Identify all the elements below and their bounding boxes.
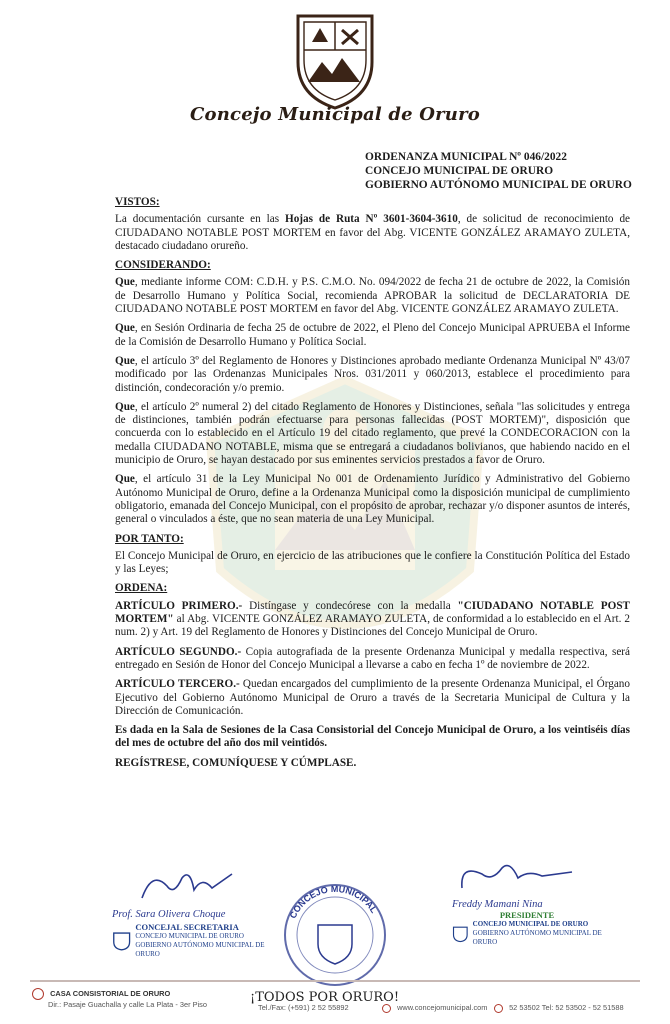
route-sheet-ref: Hojas de Ruta Nº 3601-3604-3610 xyxy=(285,213,458,226)
president-name: Freddy Mamani Nina xyxy=(452,899,543,910)
article-first xyxy=(115,600,630,640)
footer-phones xyxy=(494,1003,624,1013)
official-seal xyxy=(270,880,400,990)
medal-name: "CIUDADANO NOTABLE POST MORTEM" xyxy=(115,599,630,626)
footer-address xyxy=(32,988,207,1009)
stamp-title: CONCEJAL SECRETARIA xyxy=(135,922,239,932)
que-label: Que xyxy=(115,322,135,335)
article-second xyxy=(115,646,630,673)
stamp-gov: GOBIERNO AUTÓNOMO MUNICIPAL DE ORURO xyxy=(472,929,602,946)
phone-icon xyxy=(494,1004,503,1013)
phone-text: Tel./Fax: (+591) 2 52 55892 xyxy=(258,1003,349,1012)
que-label: Que xyxy=(115,276,135,289)
text: , el artículo 2º numeral 2) del citado Reglamento de Honores y Distinciones, señala "las solicitudes y entrega de distinciones, también podrán efectuarse para personas fallecidas (POST MORTEM)", disposición que concuerda con lo establecido en el Artículo 19 del citado reglamento, que prevé la CONDECORACION con la medalla CIUDADANO NOTABLE, misma que se entregará a ciudadanos bolivianos, que habiendo nacido en el municipio de Oruro, se hayan destacado por sus eminentes servicios prestados a favor de Oruro. xyxy=(115,400,630,467)
stamp-gov: GOBIERNO AUTÓNOMO MUNICIPAL DE ORURO xyxy=(135,941,265,958)
slogan: ¡TODOS POR ORURO! xyxy=(250,990,400,1005)
text: al Abg. VICENTE GONZÁLEZ ARAMAYO ZULETA, de conformidad a lo establecido en el Art. 2 num. 2) y Art. 19 del Reglamento de Honores y Distinciones del Concejo Municipal de Oruro. xyxy=(115,613,630,639)
text: Es dada en la Sala de Sesiones de la Casa Consistorial del Concejo Municipal de Oruro, a los veintiséis días del mes de octubre del año dos mil veintidós. xyxy=(115,724,630,750)
considerando-paragraph-5 xyxy=(115,473,630,526)
text: Distíngase y condecórese con la medalla xyxy=(242,599,458,612)
phones-text: 52 53502 Tel: 52 53502 - 52 51588 xyxy=(509,1003,624,1012)
text: La documentación cursante en las xyxy=(115,213,285,226)
article-label: ARTÍCULO TERCERO.- xyxy=(115,678,240,691)
text: , en Sesión Ordinaria de fecha 25 de octubre de 2022, el Pleno del Concejo Municipal APRUEBA el Informe de la Comisión de Desarrollo Humano y Política Social. xyxy=(115,322,630,348)
vistos-paragraph xyxy=(115,213,630,253)
text: REGÍSTRESE, COMUNÍQUESE Y CÚMPLASE. xyxy=(115,756,357,769)
que-label: Que xyxy=(115,354,135,367)
que-label: Que xyxy=(115,400,135,413)
document-body xyxy=(115,194,630,776)
considerando-paragraph-1 xyxy=(115,276,630,316)
text: , el artículo 31 de la Ley Municipal No 001 de Ordenamiento Jurídico y Administrativo del Gobierno Autónomo Municipal de Oruro, define a la Ordenanza Municipal como la disposición municipal de cumplimiento obligatorio, emanada del Concejo Municipal, con el propósito de aprobar, rechazar y/o disponer asuntos de interés, general o vinculados a éste, que no sean materia de una Ley Municipal. xyxy=(115,473,630,526)
address-line: Dir.: Pasaje Guachalla y calle La Plata - 3er Piso xyxy=(48,1000,207,1009)
considerando-paragraph-2 xyxy=(115,322,630,349)
signature-block-president xyxy=(452,860,602,947)
ordinance-number: ORDENANZA MUNICIPAL Nº 046/2022 xyxy=(365,151,567,163)
signature-scribble-right xyxy=(452,860,592,894)
que-label: Que xyxy=(115,473,135,486)
location-pin-icon xyxy=(32,988,44,1000)
stamp-org: CONCEJO MUNICIPAL DE ORURO xyxy=(472,920,589,928)
council-name: CONCEJO MUNICIPAL DE ORURO xyxy=(365,165,554,177)
vistos-heading: VISTOS: xyxy=(115,196,160,208)
text: Copia autografiada de la presente Ordenanza Municipal y medalla respectiva, será entregado en Sesión de Honor del Concejo Municipal a llevarse a cabo en fecha 1º de noviembre de 2022. xyxy=(115,645,630,671)
text: , el artículo 3º del Reglamento de Honores y Distinciones aprobado mediante Ordenanza Municipal Nº 43/07 modificado por las Ordenanzas Municipales Nros. 031/2011 y 060/2013, establece el procedimiento para distinción, condecoración y/o premio. xyxy=(115,354,630,394)
stamp-crest-icon xyxy=(452,924,469,944)
address-title: CASA CONSISTORIAL DE ORURO xyxy=(50,988,171,998)
svg-text:CONCEJO MUNICIPAL xyxy=(288,884,380,920)
stamp-crest-icon xyxy=(112,930,131,952)
crest-logo xyxy=(290,10,380,110)
letterhead xyxy=(0,0,670,140)
text: , mediante informe COM: C.D.H. y P.S. C.M.O. No. 094/2022 de fecha 21 de octubre de 2022, la Comisión de Desarrollo Humano y Política Social, recomienda APROBAR la solicitud de DECLARATORIA DE CIUDADANO NOTABLE POST MORTEM en favor del Abg. VICENTE GONZÁLEZ ARAMAYO ZULETA. xyxy=(115,276,630,316)
footer-divider xyxy=(30,980,640,982)
secretary-stamp xyxy=(112,922,272,959)
text: Quedan encargados del cumplimiento de la presente Ordenanza Municipal, el Órgano Ejecutivo del Gobierno Autónomo Municipal de Oruro a través de la Secretaria Municipal de Cultura y la Dirección de Comunicación. xyxy=(115,678,630,717)
signature-block-secretary xyxy=(112,868,272,959)
president-stamp xyxy=(452,920,602,947)
por-tanto-paragraph: El Concejo Municipal de Oruro, en ejercicio de las atribuciones que le confiere la Constitución Política del Estado y las Leyes; xyxy=(115,549,630,576)
article-third xyxy=(115,678,630,718)
president-title: PRESIDENTE xyxy=(499,910,555,920)
government-name: GOBIERNO AUTÓNOMO MUNICIPAL DE ORURO xyxy=(365,179,632,191)
article-label: ARTÍCULO SEGUNDO.- xyxy=(115,645,242,658)
considerando-heading: CONSIDERANDO: xyxy=(115,259,211,272)
secretary-name: Prof. Sara Olivera Choque xyxy=(112,909,226,920)
council-brand: Concejo Municipal de Oruro xyxy=(190,104,480,125)
ordinance-reference xyxy=(365,150,632,192)
article-label: ARTÍCULO PRIMERO.- xyxy=(115,599,243,612)
seal-text: CONCEJO MUNICIPAL xyxy=(287,883,380,921)
stamp-org: CONCEJO MUNICIPAL DE ORURO xyxy=(135,932,244,940)
closing-statement xyxy=(115,724,630,751)
por-tanto-heading: POR TANTO: xyxy=(115,532,184,545)
signature-scribble-left xyxy=(112,868,262,904)
considerando-paragraph-3 xyxy=(115,355,630,395)
text: , de solicitud de reconocimiento de CIUDADANO NOTABLE POST MORTEM en favor del Abg. VICENTE GONZÁLEZ ARAMAYO ZULETA, destacado ciudadano orureño. xyxy=(115,213,631,252)
final-formula xyxy=(115,757,630,770)
considerando-paragraph-4 xyxy=(115,401,630,467)
ordena-heading: ORDENA: xyxy=(115,582,168,595)
web-link[interactable]: www.concejomunicipal.com xyxy=(397,1003,488,1012)
